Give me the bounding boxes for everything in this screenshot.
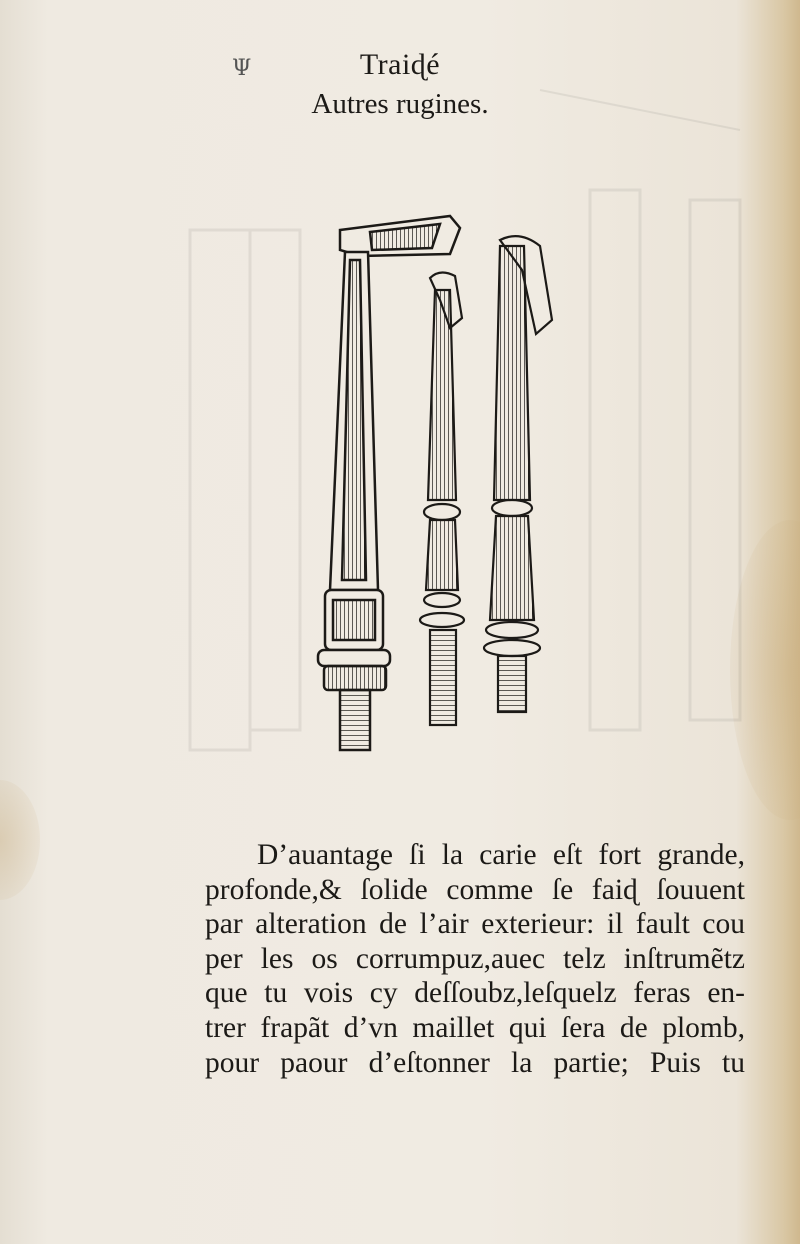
figure-caption: Autres rugines. — [311, 88, 489, 120]
rugine-2 — [420, 272, 464, 725]
text-line: pour paour d’eſtonner la partie; Puis tu — [205, 1046, 745, 1079]
running-head: Traiɖé — [359, 48, 441, 81]
text-line: per les os corrumpuz,auec telz inſtrumẽtz — [205, 942, 745, 975]
signature-mark: Ψ — [232, 56, 252, 81]
text-line: par alteration de l’air exterieur: il fault cou — [205, 908, 745, 941]
body-paragraph — [205, 838, 745, 1080]
rugine-3 — [484, 236, 552, 712]
text-line: trer frapãt d’vn maillet qui ſera de plomb, — [205, 1011, 745, 1044]
three-rugine-instruments-woodcut — [300, 210, 570, 770]
text-line: que tu vois cy deſſoubz,leſquelz feras en- — [205, 977, 745, 1010]
text-line: D’auantage ſi la carie eſt fort grande, — [257, 839, 745, 871]
text-line: profonde,& ſolide comme ſe faiɖ ſouuent — [205, 873, 745, 906]
